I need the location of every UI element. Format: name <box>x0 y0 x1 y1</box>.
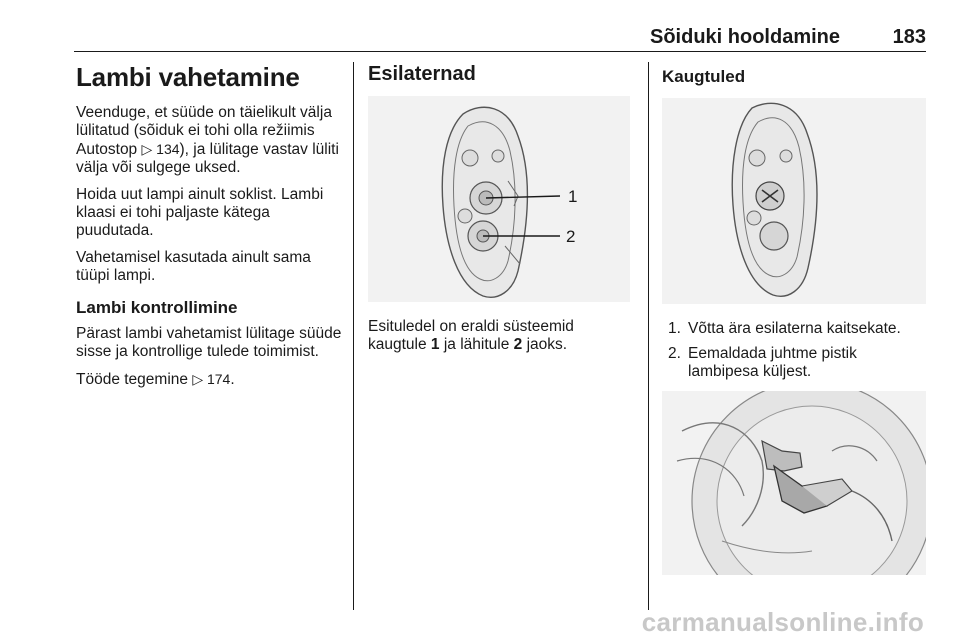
text-bold: 1 <box>430 336 440 353</box>
column-kaugtuled <box>662 62 928 575</box>
section-heading-kaugtuled: Kaugtuled <box>662 67 746 86</box>
text: ja lähitule <box>439 336 514 353</box>
watermark: carmanualsonline.info <box>641 607 924 637</box>
step-item <box>662 345 928 381</box>
paragraph-workshop <box>76 370 346 389</box>
column-divider-2 <box>648 62 649 610</box>
section-heading-lambi-vahetamine: Lambi vahetamine <box>76 62 300 92</box>
text: ), ja lülitage vastav lüliti välja või sulgege uksed. <box>76 141 339 176</box>
page-ref-icon[interactable]: ▷ 174 <box>192 371 231 387</box>
headlamp-illustration <box>368 96 630 302</box>
page-header <box>74 24 926 52</box>
step-number: 2. <box>668 345 681 362</box>
callout-label-2: 2 <box>566 227 576 246</box>
page-ref-icon[interactable]: ▷ 134 <box>141 141 180 157</box>
step-text: Eemaldada juhtme pistik lambipesa küljest. <box>688 345 857 380</box>
text-bold: 2 <box>513 336 523 353</box>
page-number: 183 <box>892 26 926 48</box>
page-ref-number[interactable]: 134 <box>156 141 180 157</box>
instruction-steps <box>662 320 928 381</box>
connector-illustration <box>662 391 926 575</box>
page-ref-number[interactable]: 174 <box>206 371 231 387</box>
high-beam-figure <box>662 98 926 304</box>
text: Esituledel on eraldi süsteemid kaugtule <box>368 318 574 353</box>
step-number: 1. <box>668 320 681 337</box>
text: . <box>230 371 235 388</box>
header-title: Sõiduki hooldamine <box>649 26 840 48</box>
headlamp-figure <box>368 96 630 302</box>
paragraph-same-type: Vahetamisel kasutada ainult sama tüüpi lampi. <box>76 249 311 284</box>
text: Tööde tegemine <box>76 371 193 388</box>
section-heading-esilaternad: Esilaternad <box>368 63 476 85</box>
high-beam-illustration <box>662 98 926 304</box>
column-esilaternad <box>368 62 630 363</box>
column-divider-1 <box>353 62 354 610</box>
subheading-lambi-kontrollimine: Lambi kontrollimine <box>76 298 238 317</box>
step-text: Võtta ära esilaterna kaitsekate. <box>688 320 901 337</box>
column-lambi-vahetamine <box>76 62 346 398</box>
figure-caption <box>368 318 630 354</box>
paragraph-check: Pärast lambi vahetamist lülitage süüde sisse ja kontrollige tulede toimimist. <box>76 325 342 360</box>
paragraph-ignition <box>76 104 346 177</box>
callout-label-1: 1 <box>568 187 578 206</box>
step-item <box>662 320 928 338</box>
paragraph-handling: Hoida uut lampi ainult soklist. Lambi klaasi ei tohi paljaste kätega puudutada. <box>76 186 324 239</box>
text: Veenduge, et süüde on täielikult välja lülitatud (sõiduk ei tohi olla režiimis Autostop <box>76 104 332 158</box>
text: jaoks. <box>522 336 568 353</box>
connector-figure <box>662 391 926 575</box>
